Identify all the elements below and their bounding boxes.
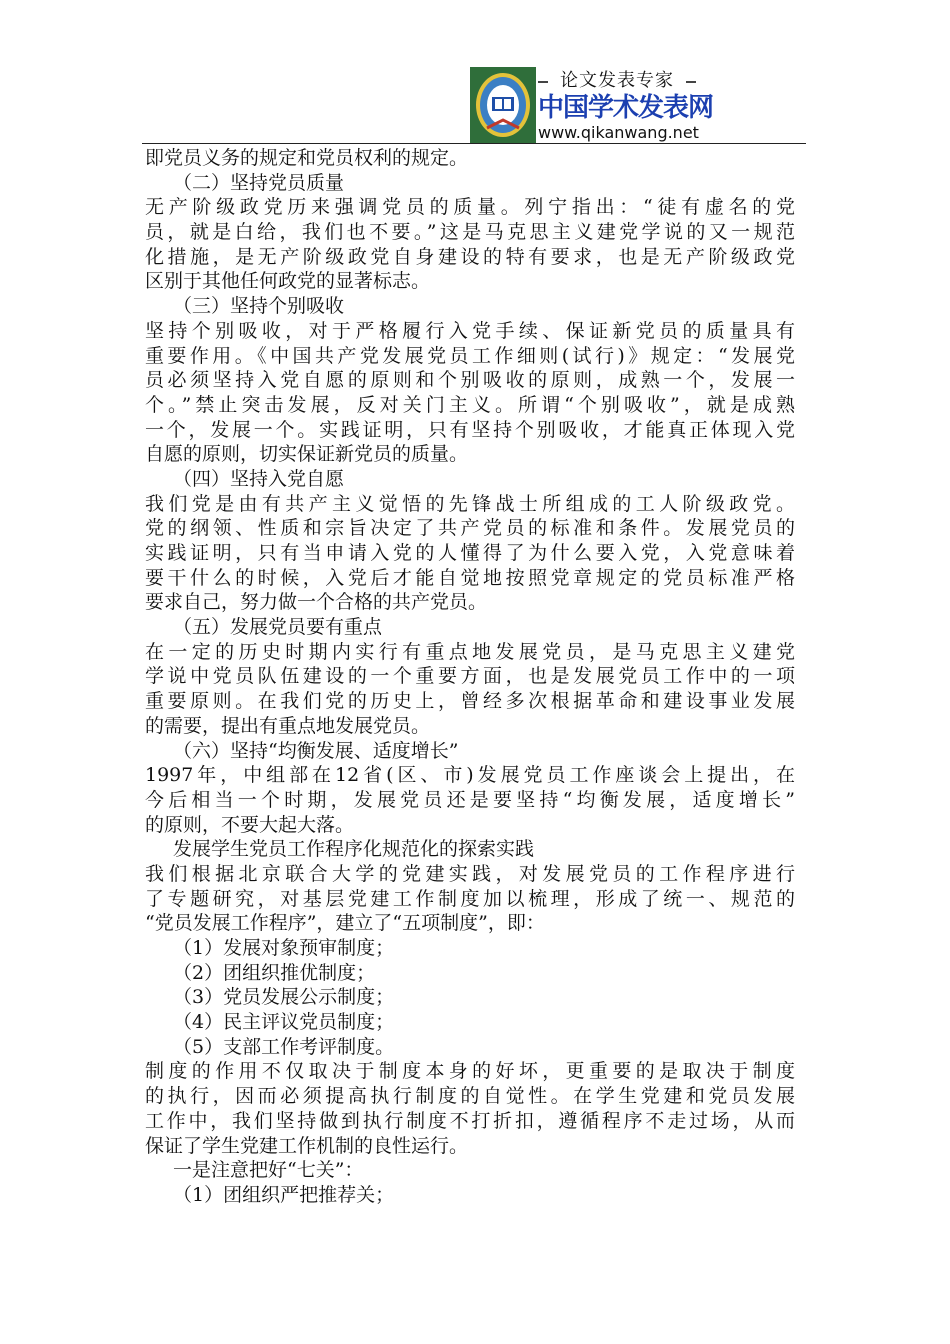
text-line: 一是注意把好“七关”： [173, 1159, 364, 1182]
text-line: （1）发展对象预审制度； [173, 937, 395, 959]
text-line: 学说中党员队伍建设的一个重要方面，也是发展党员工作中的一项 [145, 665, 795, 688]
text-line: 重要原则。在我们党的历史上，曾经多次根据革命和建设事业发展 [145, 690, 795, 713]
site-logo [470, 67, 714, 143]
header-divider [142, 143, 806, 144]
text-line: 发展学生党员工作程序化规范化的探索实践 [173, 838, 535, 861]
text-line: 的原则，不要大起大落。 [145, 813, 355, 836]
text-line: 的执行，因而必须提高执行制度的自觉性。在学生党建和党员发展 [145, 1085, 795, 1108]
text-line: 制度的作用不仅取决于制度本身的好坏，更重要的是取决于制度 [145, 1060, 795, 1083]
text-line: （1）团组织严把推荐关； [173, 1183, 395, 1206]
emblem-icon [470, 67, 536, 143]
text-line: （3）党员发展公示制度； [173, 986, 395, 1009]
text-line: （2）团组织推优制度； [173, 961, 376, 984]
text-line: 即党员义务的规定和党员权利的规定。 [145, 147, 469, 169]
text-line: 员，就是白给，我们也不要。”这是马克思主义建党学说的又一规范 [145, 221, 795, 244]
text-line: 工作中，我们坚持做到执行制度不打折扣，遵循程序不走过场，从而 [145, 1109, 795, 1132]
document-body [145, 146, 795, 1208]
text-line: （三）坚持个别吸收 [173, 295, 345, 318]
text-line: （五）发展党员要有重点 [173, 616, 383, 639]
text-line: “党员发展工作程序”，建立了“五项制度”，即： [145, 912, 545, 935]
text-line: 党的纲领、性质和宗旨决定了共产党员的标准和条件。发展党员的 [145, 517, 795, 540]
text-line: 要干什么的时候，入党后才能自觉地按照党章规定的党员标准严格 [145, 566, 795, 589]
text-line: 无产阶级政党历来强调党员的质量。列宁指出：“徒有虚名的党 [145, 196, 795, 219]
text-line: 区别于其他任何政党的显著标志。 [145, 270, 431, 293]
text-line: （4）民主评议党员制度； [173, 1011, 395, 1034]
text-line: 化措施，是无产阶级政党自身建设的特有要求，也是无产阶级政党 [145, 245, 795, 268]
text-line: 我们根据北京联合大学的党建实践，对发展党员的工作程序进行 [145, 862, 795, 885]
logo-tagline: 论文发表专家 [538, 69, 696, 93]
text-line: 实践证明，只有当申请入党的人懂得了为什么要入党，入党意味着 [145, 542, 795, 564]
text-line: （5）支部工作考评制度。 [173, 1035, 395, 1058]
text-line: 的需要，提出有重点地发展党员。 [145, 714, 431, 737]
text-line: 1997年，中组部在12省(区、市)发展党员工作座谈会上提出，在 [145, 764, 795, 787]
text-line: （二）坚持党员质量 [173, 171, 345, 194]
text-line: 要求自己，努力做一个合格的共产党员。 [145, 591, 488, 614]
text-line: （四）坚持入党自愿 [173, 467, 345, 490]
text-line: 重要作用。《中国共产党发展党员工作细则(试行)》规定：“发展党 [145, 344, 795, 367]
text-line: 我们党是由有共产主义觉悟的先锋战士所组成的工人阶级政党。 [145, 492, 795, 515]
logo-url: www.qikanwang.net [538, 123, 699, 142]
logo-name: 中国学术发表网 [538, 93, 714, 123]
text-line: （六）坚持“均衡发展、适度增长” [173, 739, 459, 762]
text-line: 个。”禁止突击发展，反对关门主义。所谓“个别吸收”，就是成熟 [145, 393, 795, 416]
text-line: 在一定的历史时期内实行有重点地发展党员，是马克思主义建党 [145, 640, 795, 663]
text-line: 坚持个别吸收，对于严格履行入党手续、保证新党员的质量具有 [145, 319, 795, 342]
text-line: 保证了学生党建工作机制的良性运行。 [145, 1134, 469, 1157]
text-line: 自愿的原则，切实保证新党员的质量。 [145, 443, 469, 466]
text-line: 员必须坚持入党自愿的原则和个别吸收的原则，成熟一个，发展一 [145, 369, 795, 392]
text-line: 今后相当一个时期，发展党员还是要坚持“均衡发展，适度增长” [145, 788, 795, 811]
text-line: 了专题研究，对基层党建工作制度加以梳理，形成了统一、规范的 [145, 887, 795, 910]
text-line: 一个，发展一个。实践证明，只有坚持个别吸收，才能真正体现入党 [145, 418, 795, 441]
